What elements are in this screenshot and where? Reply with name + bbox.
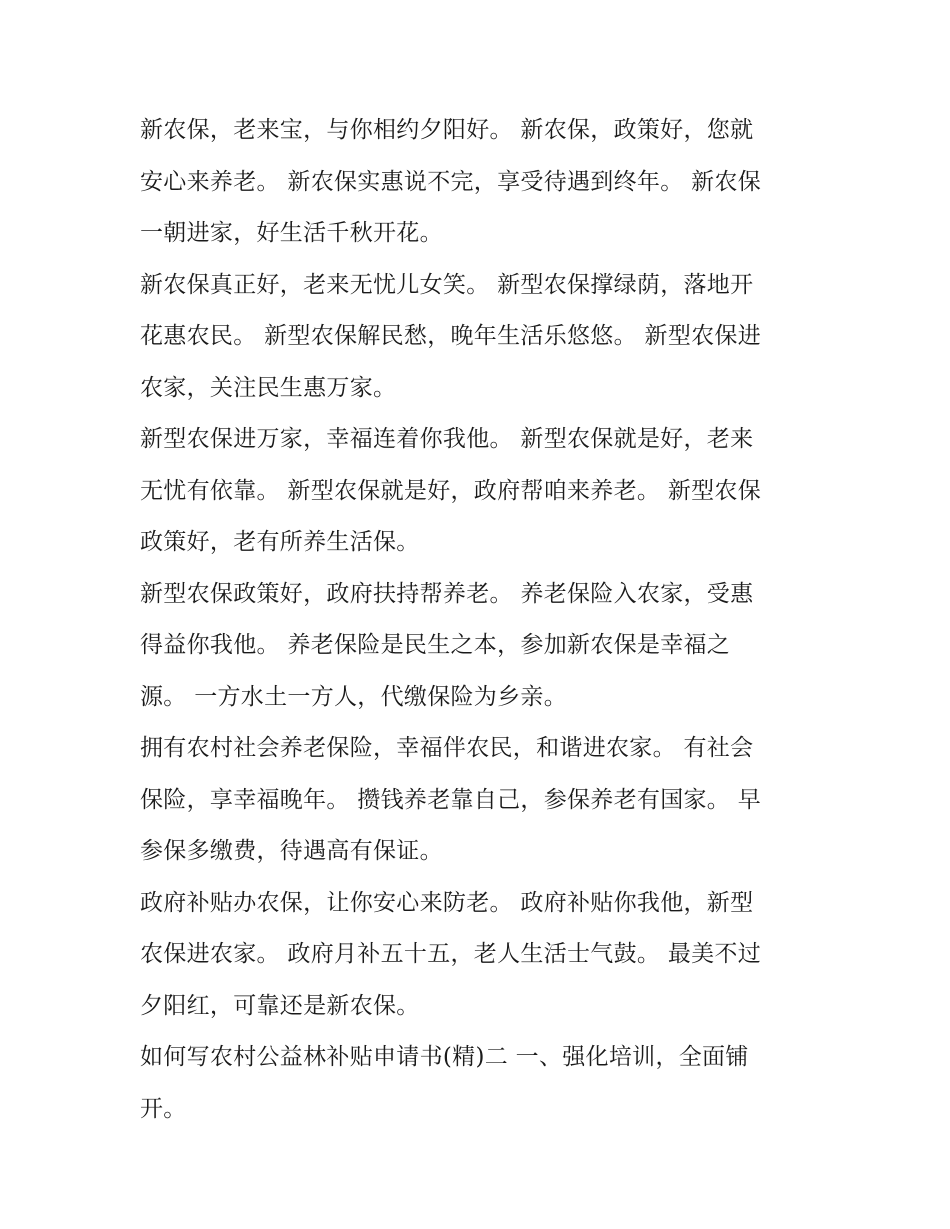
paragraph-2 [140,260,812,415]
text-line: 政府补贴办农保，让你安心来防老。 政府补贴你我他，新型 [140,889,754,916]
text-line: 安心来养老。 新农保实惠说不完，享受待遇到终年。 新农保 [140,168,762,195]
text-line: 新型农保进万家，幸福连着你我他。 新型农保就是好，老来 [140,426,754,452]
text-line: 农保进农家。 政府月补五十五，老人生活士气鼓。 最美不过 [140,941,762,967]
paragraph-3 [140,414,812,569]
paragraph-1 [140,105,812,260]
text-line: 得益你我他。 养老保险是民生之本，参加新农保是幸福之 [140,632,731,658]
text-line: 花惠农民。 新型农保解民愁，晚年生活乐悠悠。 新型农保进 [140,323,762,349]
paragraph-6 [140,878,812,1033]
text-line: 农家，关注民生惠万家。 [140,374,397,401]
text-line: 无忧有依靠。 新型农保就是好，政府帮咱来养老。 新型农保 [140,477,762,504]
document-body [140,105,812,1135]
text-line: 新农保真正好，老来无忧儿女笑。 新型农保撑绿荫，落地开 [140,271,754,298]
text-line: 保险，享幸福晚年。 攒钱养老靠自己，参保养老有国家。 早 [140,786,762,813]
text-line: 源。 一方水土一方人，代缴保险为乡亲。 [140,683,568,710]
text-line: 拥有农村社会养老保险，幸福伴农民，和谐进农家。 有社会 [140,735,754,761]
text-line: 如何写农村公益林补贴申请书(精)二 一、强化培训，全面铺 [140,1044,749,1070]
text-line: 开。 [140,1095,187,1122]
text-line: 参保多缴费，待遇高有保证。 [140,838,443,864]
paragraph-4 [140,569,812,724]
text-line: 夕阳红，可靠还是新农保。 [140,992,420,1019]
text-line: 新型农保政策好，政府扶持帮养老。 养老保险入农家，受惠 [140,580,754,607]
text-line: 新农保，老来宝，与你相约夕阳好。 新农保，政策好，您就 [140,117,754,143]
paragraph-7 [140,1032,812,1135]
text-line: 政策好，老有所养生活保。 [140,529,420,555]
paragraph-5 [140,723,812,878]
text-line: 一朝进家，好生活千秋开花。 [140,220,443,246]
